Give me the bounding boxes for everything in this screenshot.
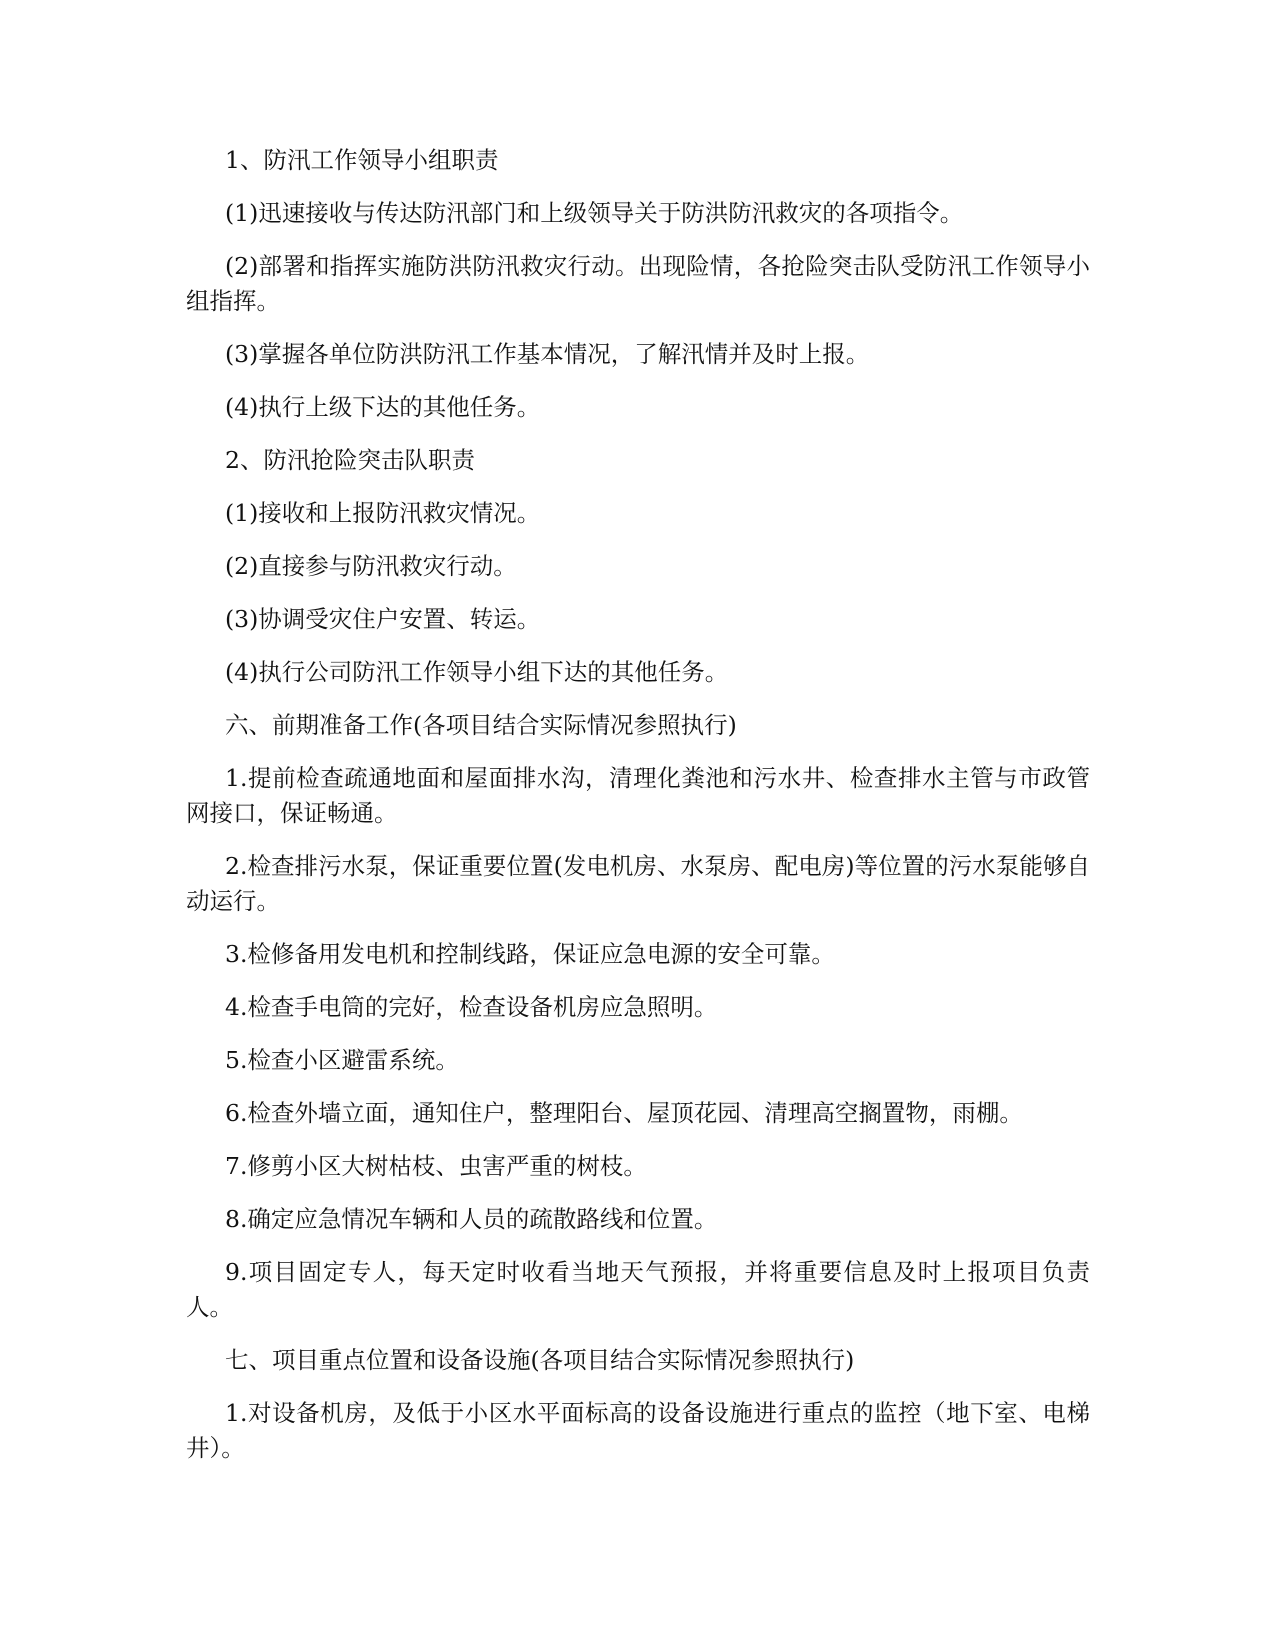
paragraph: (4)执行上级下达的其他任务。 xyxy=(225,393,541,421)
paragraph: (1)迅速接收与传达防汛部门和上级领导关于防洪防汛救灾的各项指令。 xyxy=(225,199,964,227)
document-body xyxy=(186,143,1090,1484)
paragraph: 5.检查小区避雷系统。 xyxy=(225,1046,459,1074)
section-heading-seven: 七、项目重点位置和设备设施(各项目结合实际情况参照执行) xyxy=(225,1346,855,1374)
paragraph-heading-2: 2、防汛抢险突击队职责 xyxy=(225,446,475,474)
paragraph: (4)执行公司防汛工作领导小组下达的其他任务。 xyxy=(225,658,729,686)
paragraph: (3)协调受灾住户安置、转运。 xyxy=(225,605,541,633)
paragraph: (3)掌握各单位防洪防汛工作基本情况，了解汛情并及时上报。 xyxy=(225,340,870,368)
paragraph-heading-1: 1、防汛工作领导小组职责 xyxy=(225,146,499,174)
paragraph: 1.提前检查疏通地面和屋面排水沟，清理化粪池和污水井、检查排水主管与市政管网接口，保证畅通。 xyxy=(186,764,1090,827)
paragraph: 1.对设备机房，及低于小区水平面标高的设备设施进行重点的监控（地下室、电梯井）。 xyxy=(186,1399,1090,1462)
paragraph: 6.检查外墙立面，通知住户，整理阳台、屋顶花园、清理高空搁置物，雨棚。 xyxy=(225,1099,1023,1127)
paragraph: 3.检修备用发电机和控制线路，保证应急电源的安全可靠。 xyxy=(225,940,835,968)
paragraph: (1)接收和上报防汛救灾情况。 xyxy=(225,499,541,527)
paragraph: 7.修剪小区大树枯枝、虫害严重的树枝。 xyxy=(225,1152,647,1180)
section-heading-six: 六、前期准备工作(各项目结合实际情况参照执行) xyxy=(225,711,737,739)
paragraph: 4.检查手电筒的完好，检查设备机房应急照明。 xyxy=(225,993,718,1021)
paragraph: 2.检查排污水泵，保证重要位置(发电机房、水泵房、配电房)等位置的污水泵能够自动运行。 xyxy=(186,852,1090,915)
paragraph: (2)部署和指挥实施防洪防汛救灾行动。出现险情，各抢险突击队受防汛工作领导小组指挥。 xyxy=(186,252,1090,315)
paragraph: 9.项目固定专人，每天定时收看当地天气预报，并将重要信息及时上报项目负责人。 xyxy=(186,1258,1090,1321)
paragraph: 8.确定应急情况车辆和人员的疏散路线和位置。 xyxy=(225,1205,718,1233)
paragraph: (2)直接参与防汛救灾行动。 xyxy=(225,552,517,580)
